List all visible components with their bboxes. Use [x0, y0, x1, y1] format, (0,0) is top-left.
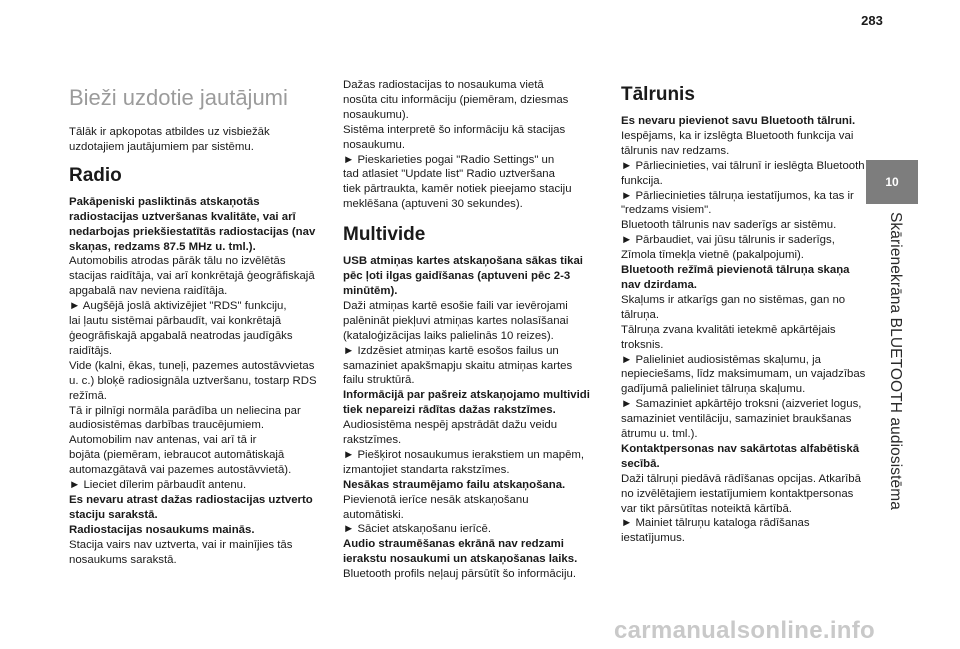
text-line: Tālāk ir apkopotas atbildes uz visbiežāk [69, 126, 270, 138]
bold-question-line: skaņas, redzams 87.5 MHz u. tml.). [69, 240, 256, 253]
text-line: Tā ir pilnīgi normāla parādība un neliecina par [69, 404, 301, 417]
text-line: Automobilim nav antenas, vai arī tā ir [69, 434, 257, 447]
text-line: ► Palieliniet audiosistēmas skaļumu, ja [621, 353, 821, 366]
text-line: troksnis. [621, 338, 664, 351]
text-line: ► Lieciet dīlerim pārbaudīt antenu. [69, 479, 247, 492]
text-line: iestatījumus. [621, 532, 685, 545]
text-line: var tikt pārsūtītas noteiktā kārtībā. [621, 502, 792, 515]
text-line: u. c.) bloķē radiosignāla uztveršanu, tostarp RDS [69, 374, 317, 387]
bold-question-line: Audio straumēšanas ekrānā nav redzami [343, 538, 564, 551]
bold-question-line: nedarbojas priekšiestatītās radiostacijas (nav [69, 225, 316, 238]
text-line: Iespējams, ka ir izslēgta Bluetooth funkcija vai [621, 129, 854, 142]
text-line: ► Pārbaudiet, vai jūsu tālrunis ir saderīgs, [621, 234, 835, 247]
text-line: palēnināt piekļuvi atmiņas kartes nolasīšanai [343, 314, 569, 327]
multivide-section-text [343, 254, 605, 582]
bold-question-line: radiostacijas uztveršanas kvalitāte, vai arī [69, 210, 296, 223]
column-right [621, 78, 866, 546]
bold-question-line: Radiostacijas nosaukums mainās. [69, 523, 255, 536]
text-line: rakstzīmes. [343, 434, 402, 447]
bold-question-line: pēc ļoti ilgas gaidīšanas (aptuveni pēc 2-3 [343, 270, 571, 283]
text-line: automazgātavā vai pazemes autostāvvietā). [69, 464, 292, 477]
bold-question-line: staciju sarakstā. [69, 508, 158, 521]
text-line: ► Pārliecinieties, vai tālrunī ir ieslēgta Bluetooth [621, 159, 865, 172]
text-line: tālrunis nav redzams. [621, 144, 730, 157]
bold-question-line: Kontaktpersonas nav sakārtotas alfabētiskā [621, 442, 860, 455]
text-line: nosaukumu. [343, 138, 406, 151]
text-line: tālruņa. [621, 308, 659, 321]
chapter-number: 10 [885, 175, 899, 189]
text-line: ► Pieskarieties pogai "Radio Settings" un [343, 153, 555, 166]
text-line: nosaukums sarakstā. [69, 553, 177, 566]
text-line: nosaukumu). [343, 108, 409, 121]
text-line: (kataloģizācijas laiks palielinās 10 reizes). [343, 329, 554, 342]
text-line: Bluetooth profils neļauj pārsūtīt šo informāciju. [343, 568, 576, 581]
talrunis-section-text [621, 114, 866, 546]
text-line: audiosistēmas darbības traucējumiem. [69, 419, 264, 432]
bold-question-line: secībā. [621, 457, 660, 470]
bold-question-line: Es nevaru pievienot savu Bluetooth tālruni. [621, 115, 856, 127]
text-line: samaziniet apakšmapju skaitu atmiņas kartes [343, 359, 573, 372]
bold-question-line: tiek nepareizi rādītas dažas rakstzīmes. [343, 404, 556, 417]
bold-question-line: Es nevaru atrast dažas radiostacijas uztverto [69, 493, 313, 506]
text-line: režīmā. [69, 389, 107, 402]
text-line: Stacija vairs nav uztverta, vai ir mainījies tās [69, 538, 293, 551]
text-line: izmantojiet standarta rakstzīmes. [343, 463, 510, 476]
text-line: automātiski. [343, 508, 404, 521]
bold-question-line: ierakstu nosaukumi un atskaņošanas laiks. [343, 553, 578, 566]
bold-question-line: Pakāpeniski pasliktinās atskaņotās [69, 195, 260, 208]
text-line: ► Izdzēsiet atmiņas kartē esošos failus un [343, 344, 559, 357]
text-line: no izvēlētajiem iestatījumiem kontaktpersonas [621, 487, 854, 500]
bold-question-line: Bluetooth režīmā pievienotā tālruņa skaņa [621, 264, 850, 277]
text-line: failu struktūrā. [343, 374, 415, 387]
bold-question-line: USB atmiņas kartes atskaņošana sākas tikai [343, 255, 583, 268]
chapter-title: Skārienekrāna BLUETOOTH audiosistēma [887, 212, 904, 510]
text-line: apgabalā nav neviena raidītāja. [69, 285, 228, 298]
text-line: ► Augšējā joslā aktivizējiet "RDS" funkciju, [69, 300, 287, 313]
section-heading-multivide: Multivide [343, 224, 426, 246]
text-line: uzdotajiem jautājumiem par sistēmu. [69, 140, 254, 153]
section-heading-talrunis: Tālrunis [621, 84, 695, 105]
page-number: 283 [861, 13, 883, 28]
section-heading-radio: Radio [69, 164, 122, 186]
text-line: ► Samaziniet apkārtējo troksni (aizveriet logus, [621, 398, 862, 411]
text-line: ģeogrāfiskajā apgabalā neatrodas jaudīgāks [69, 329, 293, 342]
text-line: Tālruņa zvana kvalitāti ietekmē apkārtējais [621, 323, 836, 336]
text-line: ► Piešķirot nosaukumus ierakstiem un mapēm, [343, 448, 585, 461]
text-line: meklēšana (aptuveni 30 sekundes). [343, 198, 523, 211]
column-left [69, 78, 331, 567]
text-line: gadījumā palieliniet tālruņa skaļumu. [621, 383, 806, 396]
bold-question-line: nav dzirdama. [621, 278, 697, 291]
radio-section-text [69, 195, 331, 568]
text-line: tiek pārtraukta, kamēr notiek pieejamo staciju [343, 183, 572, 196]
intro-text [69, 125, 331, 155]
text-line: ► Mainiet tālruņu kataloga rādīšanas [621, 517, 810, 530]
text-line: Daži atmiņas kartē esošie faili var ievērojami [343, 299, 568, 312]
page-title: Bieži uzdotie jautājumi [69, 85, 288, 110]
text-line: lai ļautu sistēmai pārbaudīt, vai konkrētajā [69, 315, 282, 328]
text-line: Daži tālruņi piedāvā rādīšanas opcijas. Atkarībā [621, 472, 861, 485]
text-line: Dažas radiostacijas to nosaukuma vietā [343, 79, 544, 91]
text-line: nosūta citu informāciju (piemēram, dziesmas [343, 93, 569, 106]
bold-question-line: minūtēm). [343, 284, 398, 297]
text-line: funkcija. [621, 174, 663, 187]
text-line: Bluetooth tālrunis nav saderīgs ar sistēmu. [621, 219, 837, 232]
bold-question-line: Informācijā par pašreiz atskaņojamo multividi [343, 389, 590, 402]
text-line: nepieciešams, līdz maksimumam, un vajadzības [621, 368, 866, 381]
text-line: tad atlasiet "Update list" Radio uztveršana [343, 168, 555, 181]
text-line: Zīmola tīmekļa vietnē (pakalpojumi). [621, 249, 804, 262]
text-line: ► Pārliecinieties tālruņa iestatījumos, ka tas ir [621, 189, 854, 202]
text-line: ātrumu u. tml.). [621, 428, 698, 441]
text-line: Pievienotā ierīce nesāk atskaņošanu [343, 493, 529, 506]
text-line: "redzams visiem". [621, 204, 712, 217]
text-line: stacijas raidītāja, vai arī konkrētajā ģeogrāfiskajā [69, 270, 315, 283]
watermark: carmanualsonline.info [614, 617, 876, 644]
text-line: bojāta (piemēram, iebraucot automātiskajā [69, 449, 285, 462]
bold-question-line: Nesākas straumējamo failu atskaņošana. [343, 478, 566, 491]
column-middle [343, 78, 605, 582]
text-line: ► Sāciet atskaņošanu ierīcē. [343, 523, 492, 536]
chapter-tab [866, 160, 918, 204]
text-line: samaziniet ventilāciju, samaziniet braukšanas [621, 413, 852, 426]
text-line: Vide (kalni, ēkas, tuneļi, pazemes autostāvvietas [69, 359, 315, 372]
text-line: Skaļums ir atkarīgs gan no sistēmas, gan no [621, 293, 846, 306]
text-line: Audiosistēma nespēj apstrādāt dažu veidu [343, 419, 558, 432]
text-line: Automobilis atrodas pārāk tālu no izvēlētās [69, 255, 286, 268]
radio-continued-text [343, 78, 605, 212]
text-line: Sistēma interpretē šo informāciju kā stacijas [343, 123, 566, 136]
text-line: raidītājs. [69, 344, 113, 357]
